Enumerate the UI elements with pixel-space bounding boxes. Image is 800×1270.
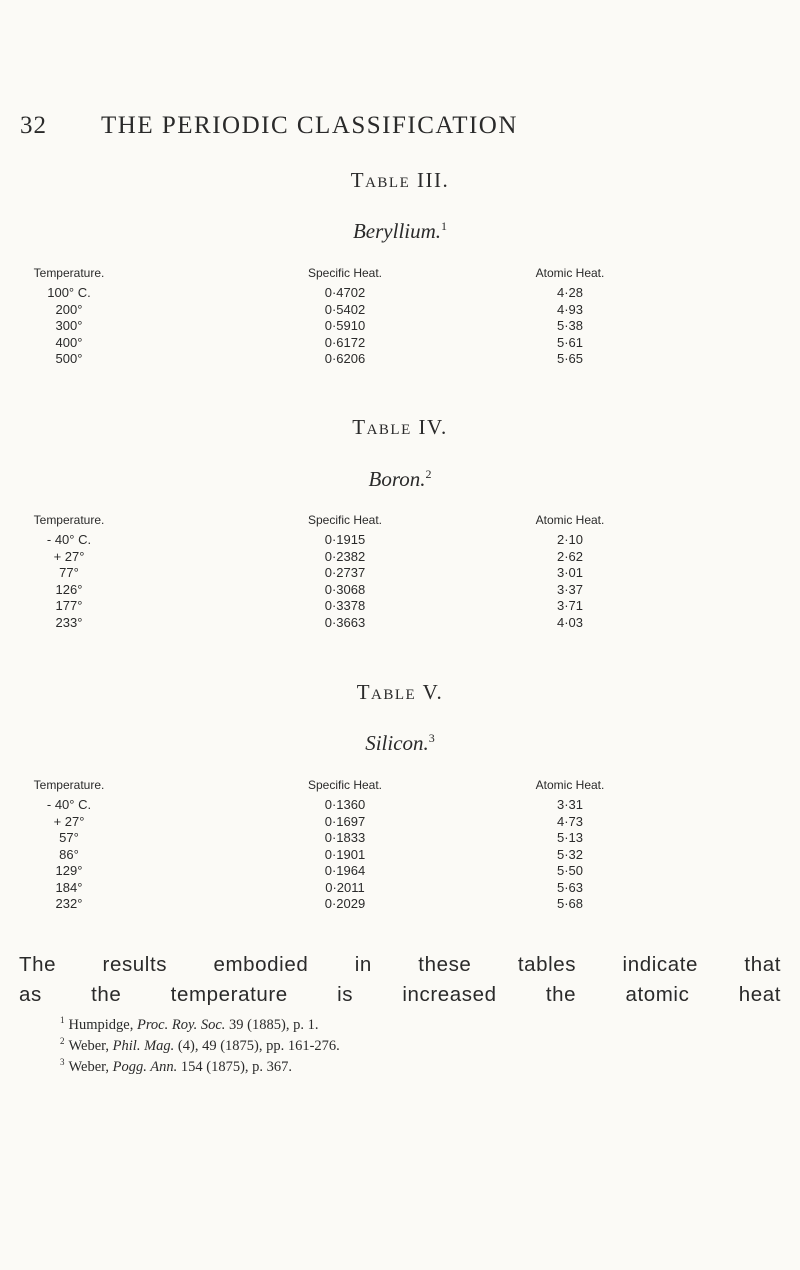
table-row (0, 598, 800, 615)
table-cell: 2·62 (556, 548, 584, 564)
table-cell: 86° (59, 846, 79, 862)
table-v-title: Table V. (356, 680, 444, 704)
footnote-ref-2: 2 (425, 467, 432, 481)
footnote-pre: Weber, (68, 1037, 113, 1054)
table-cell: 5·38 (556, 318, 584, 333)
table-cell: 5·68 (556, 896, 584, 911)
table-row (0, 863, 800, 880)
table-cell: 100° C. (47, 285, 91, 300)
table-cell: 4·03 (556, 614, 584, 630)
table-cell: 57° (59, 830, 79, 845)
table-row (0, 830, 800, 847)
table-row (0, 896, 800, 913)
table-row (0, 814, 800, 831)
table-cell: 0·5402 (324, 301, 366, 317)
table-row (0, 532, 800, 549)
table-cell: 4·28 (556, 285, 584, 300)
table-cell: + 27° (53, 813, 85, 829)
table-cell: 126° (55, 581, 83, 597)
table-cell: 3·37 (556, 581, 584, 597)
table-cell: 0·5910 (324, 318, 366, 333)
running-title: THE PERIODIC CLASSIFICATION (101, 112, 518, 139)
page-number: 32 (20, 112, 47, 139)
footnote-mark: 2 (60, 1035, 65, 1046)
table-header-row (0, 513, 800, 532)
table-cell: 0·1901 (324, 846, 366, 862)
running-head (0, 112, 800, 142)
footnote-ref-3: 3 (428, 731, 435, 745)
table-cell: 0·3378 (324, 598, 366, 613)
table-v-subtitle (0, 731, 800, 756)
table-cell: 0·1833 (324, 830, 366, 845)
footnote-italic: Pogg. Ann. (112, 1058, 178, 1075)
table-cell: 500° (55, 351, 83, 366)
table-cell: 3·01 (556, 565, 584, 580)
table-v-subtitle-text: Silicon. (365, 731, 429, 755)
table-cell: 0·2737 (324, 565, 366, 580)
footnote-2 (60, 1033, 760, 1054)
footnote-post: 39 (1885), p. 1. (225, 1016, 319, 1033)
table-iv (0, 513, 800, 631)
footnote-mark: 3 (60, 1056, 65, 1067)
table-cell: - 40° C. (46, 532, 92, 547)
table-cell: 0·4702 (324, 285, 366, 300)
table-cell: 5·61 (556, 334, 584, 350)
table-cell: 0·1915 (324, 532, 366, 547)
body-line-1: The results embodied in these tables indicate that (19, 953, 781, 976)
table-iv-subtitle-text: Boron. (368, 467, 426, 491)
table-cell: 0·2011 (325, 879, 365, 895)
table-cell: 5·65 (556, 351, 584, 366)
column-header: Temperature. (33, 266, 105, 280)
table-cell: 184° (55, 879, 83, 895)
table-cell: 5·32 (556, 846, 584, 862)
table-iii-subtitle-text: Beryllium. (352, 219, 442, 243)
table-iii-subtitle (0, 219, 800, 244)
table-cell: 5·63 (556, 879, 584, 895)
table-cell: 0·1697 (324, 813, 366, 829)
table-iii-title: Table III. (350, 168, 450, 192)
table-cell: 177° (55, 598, 83, 613)
table-row (0, 847, 800, 864)
footnote-post: (4), 49 (1875), pp. 161-276. (174, 1037, 340, 1054)
table-cell: 200° (55, 301, 83, 317)
footnotes (60, 1012, 760, 1074)
table-iii (0, 266, 800, 368)
table-iv-title: Table IV. (352, 415, 448, 439)
table-cell: 77° (59, 565, 79, 580)
table-cell: 0·6172 (324, 334, 366, 350)
column-header: Atomic Heat. (535, 513, 605, 527)
body-paragraph (19, 950, 781, 1010)
table-cell: 400° (55, 334, 83, 350)
table-cell: 0·2029 (324, 896, 366, 911)
table-row (0, 351, 800, 368)
table-row (0, 565, 800, 582)
footnote-mark: 1 (60, 1015, 65, 1025)
table-row (0, 797, 800, 814)
table-cell: + 27° (53, 548, 85, 564)
footnote-3 (60, 1054, 760, 1075)
table-row (0, 335, 800, 352)
table-cell: 3·71 (556, 598, 584, 613)
column-header: Atomic Heat. (535, 266, 605, 280)
table-row (0, 549, 800, 566)
table-cell: 0·2382 (324, 548, 366, 564)
table-row (0, 880, 800, 897)
table-cell: 300° (55, 318, 83, 333)
table-header-row (0, 266, 800, 285)
table-header-row (0, 778, 800, 797)
column-header: Atomic Heat. (535, 778, 605, 792)
footnote-italic: Phil. Mag. (112, 1037, 175, 1054)
footnote-1 (60, 1012, 760, 1033)
table-cell: - 40° C. (46, 797, 92, 812)
table-cell: 233° (55, 614, 83, 630)
footnote-ref-1: 1 (441, 219, 448, 233)
footnote-pre: Humpidge, (68, 1016, 137, 1033)
body-line-2: as the temperature is increased the atomic heat (19, 983, 781, 1006)
table-row (0, 318, 800, 335)
table-cell: 4·73 (556, 813, 584, 829)
table-cell: 232° (55, 896, 83, 911)
table-cell: 0·1964 (324, 863, 366, 878)
column-header: Specific Heat. (307, 513, 383, 527)
column-header: Temperature. (33, 513, 105, 527)
table-iv-subtitle (0, 467, 800, 492)
table-cell: 0·6206 (324, 351, 366, 366)
table-row (0, 302, 800, 319)
table-v (0, 778, 800, 913)
column-header: Specific Heat. (307, 266, 383, 280)
table-cell: 5·50 (556, 863, 584, 878)
table-cell: 3·31 (556, 797, 584, 812)
footnote-post: 154 (1875), p. 367. (177, 1058, 293, 1075)
column-header: Temperature. (33, 778, 105, 792)
table-cell: 0·3068 (324, 581, 366, 597)
table-cell: 129° (55, 863, 83, 878)
footnote-italic: Proc. Roy. Soc. (136, 1016, 226, 1033)
column-header: Specific Heat. (307, 778, 383, 792)
table-cell: 5·13 (556, 830, 584, 845)
footnote-pre: Weber, (68, 1058, 113, 1075)
table-cell: 4·93 (556, 301, 584, 317)
table-cell: 0·3663 (324, 614, 366, 630)
table-row (0, 615, 800, 632)
table-row (0, 582, 800, 599)
table-cell: 2·10 (556, 532, 584, 547)
table-cell: 0·1360 (324, 797, 366, 812)
table-row (0, 285, 800, 302)
